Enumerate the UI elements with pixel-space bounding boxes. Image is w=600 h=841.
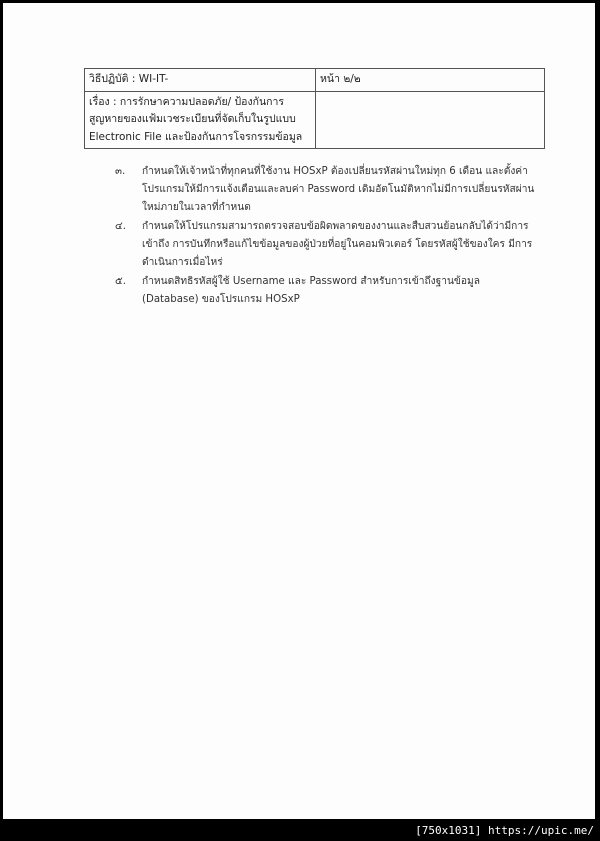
empty-cell [316,91,545,149]
list-item [115,218,535,272]
procedure-code: วิธีปฏิบัติ : WI-IT- [85,69,316,92]
subject: เรื่อง : การรักษาความปลอดภัย/ ป้องกันการสูญหายของแฟ้มเวชระเบียนที่จัดเก็บในรูปแบบ Electronic File และป้องกันการโจรกรรมข้อมูล [85,91,316,149]
page-number: หน้า ๒/๒ [316,69,545,92]
header-table [84,68,545,149]
image-host-footer: [750x1031] https://upic.me/ [415,824,594,837]
item-number: ๔. [115,221,126,232]
document-page [3,3,595,819]
item-number: ๕. [115,276,126,287]
item-number: ๓. [115,166,126,177]
item-text: กำหนดให้เจ้าหน้าที่ทุกคนที่ใช้งาน HOSxP ต้องเปลี่ยนรหัสผ่านใหม่ทุก 6 เดือน และตั้งค่าโปรแกรมให้มีการแจ้งเตือนและลบค่า Password เดิมอัตโนมัติหากไม่มีการเปลี่ยนรหัสผ่านใหม่ภายในเวลาที่กำหนด [142,166,535,213]
list-item [115,273,535,309]
list-item [115,163,535,217]
procedure-list [115,163,535,310]
item-text: กำหนดสิทธิรหัสผู้ใช้ Username และ Password สำหรับการเข้าถึงฐานข้อมูล (Database) ของโปรแกรม HOSxP [142,276,480,305]
item-text: กำหนดให้โปรแกรมสามารถตรวจสอบข้อผิดพลาดของงานและสืบสวนย้อนกลับได้ว่ามีการเข้าถึง การบันทึกหรือแก้ไขข้อมูลของผู้ป่วยที่อยู่ในคอมพิวเตอร์ โดยรหัสผู้ใช้ของใคร มีการดำเนินการเมื่อไหร่ [142,221,533,268]
